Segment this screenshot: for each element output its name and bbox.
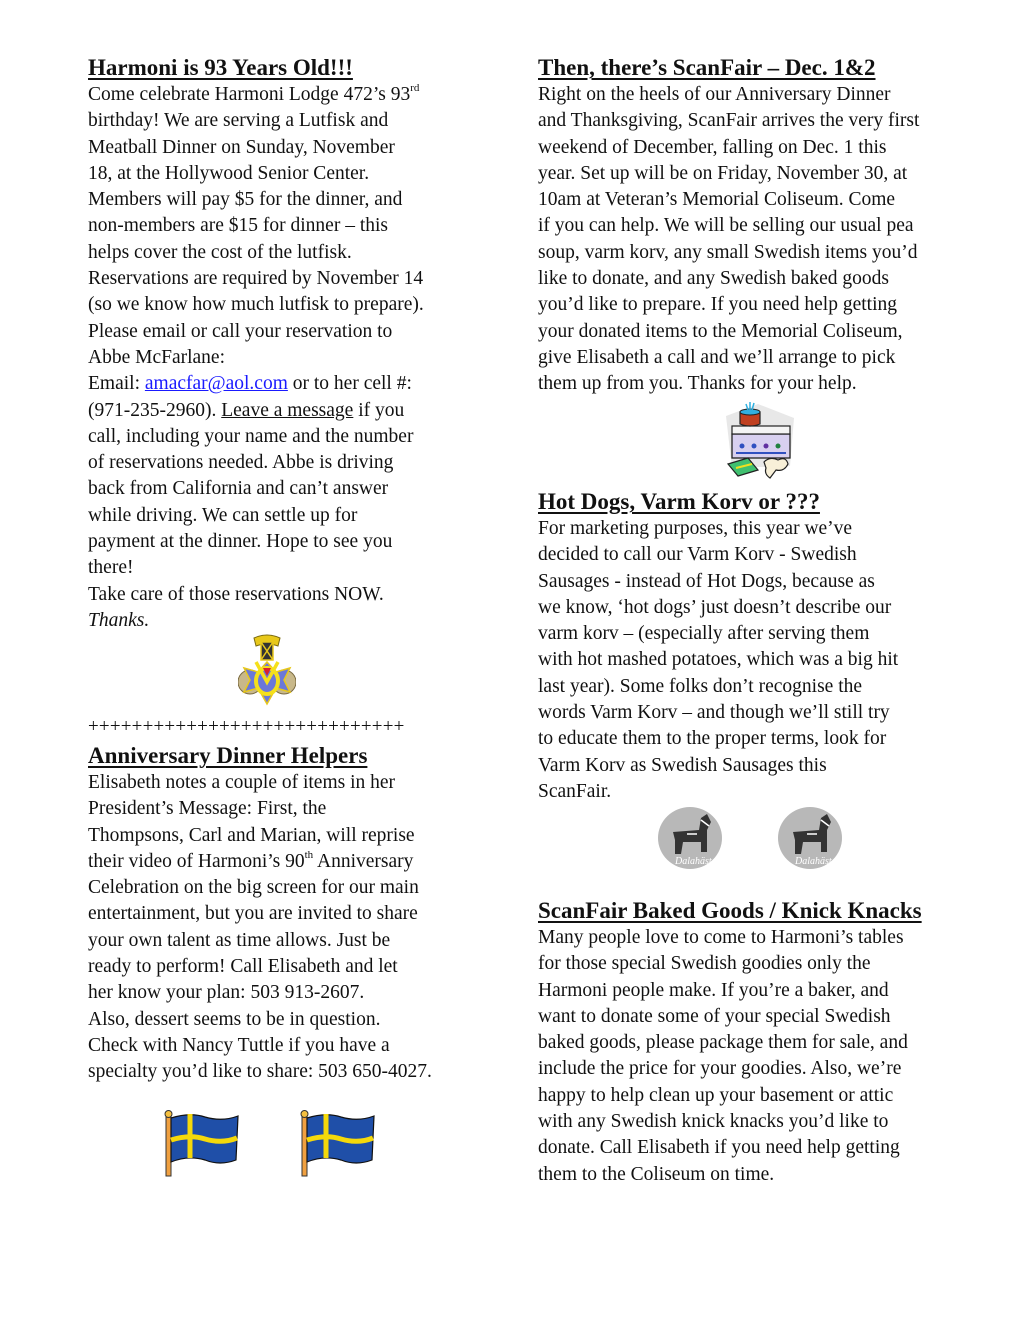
text-line: we know, ‘hot dogs’ just doesn’t describe our: [538, 596, 892, 618]
section-divider: +++++++++++++++++++++++++++++: [88, 716, 405, 737]
text-line: your donated items to the Memorial Coliseum,: [538, 320, 903, 342]
text-line: 18, at the Hollywood Senior Center.: [88, 162, 370, 184]
svg-text:Dalahäst: Dalahäst: [795, 856, 832, 867]
text-line: with any Swedish knick knacks you’d like to: [538, 1111, 889, 1133]
text-line: Members will pay $5 for the dinner, and: [88, 189, 403, 211]
heading-hot-dogs: Hot Dogs, Varm Korv or ???: [538, 489, 820, 514]
text-line: like to donate, and any Swedish baked goods: [538, 268, 889, 290]
swedish-flag-icon: [296, 1110, 376, 1183]
left-column: [88, 54, 498, 634]
stove-cooking-icon: [718, 402, 802, 487]
text-line: For marketing purposes, this year we’ve: [538, 518, 853, 539]
text-line: to educate them to the proper terms, look for: [538, 728, 887, 750]
svg-text:Dalahäst: Dalahäst: [675, 856, 712, 867]
text-line: your own talent as time allows. Just be: [88, 929, 391, 951]
text-line: Meatball Dinner on Sunday, November: [88, 136, 395, 158]
text-line: Abbe McFarlane:: [88, 346, 225, 368]
text-line: Varm Korv as Swedish Sausages this: [538, 754, 827, 776]
text-line: 10am at Veteran’s Memorial Coliseum. Come: [538, 189, 896, 211]
text-line: varm korv – (especially after serving them: [538, 623, 870, 645]
dala-horse-badge-icon: [657, 806, 723, 875]
text-line: decided to call our Varm Korv - Swedish: [538, 544, 857, 566]
text-line: baked goods, please package them for sale, and: [538, 1032, 908, 1054]
text-line: Also, dessert seems to be in question.: [88, 1008, 381, 1030]
text-line: payment at the dinner. Hope to see you: [88, 531, 393, 553]
dala-horse-badge-icon: [777, 806, 843, 875]
text-line: them to the Coliseum on time.: [538, 1163, 775, 1185]
text-line: weekend of December, falling on Dec. 1 this: [538, 136, 887, 158]
text-line: entertainment, but you are invited to share: [88, 903, 418, 925]
text-line: Elisabeth notes a couple of items in her: [88, 772, 396, 793]
left-column-lower: [88, 742, 498, 1086]
text-line: (so we know how much lutfisk to prepare).: [88, 294, 424, 316]
text-line: their video of Harmoni’s 90th Anniversary: [88, 848, 414, 872]
vasa-emblem-icon: [238, 634, 296, 714]
email-link[interactable]: amacfar@aol.com: [144, 373, 288, 395]
text-line: if you can help. We will be selling our usual pea: [538, 215, 914, 237]
text-line: for those special Swedish goodies only the: [538, 953, 871, 975]
heading-harmoni-93: Harmoni is 93 Years Old!!!: [88, 55, 353, 80]
text-line: Come celebrate Harmoni Lodge 472’s 93rd: [88, 82, 420, 105]
text-line: Check with Nancy Tuttle if you have a: [88, 1034, 390, 1056]
right-column-lower: [538, 897, 988, 1188]
text-line: Sausages - instead of Hot Dogs, because as: [538, 570, 875, 592]
swedish-flag-icon: [160, 1110, 240, 1183]
right-column-middle: [538, 488, 988, 805]
text-line: Celebration on the big screen for our main: [88, 877, 419, 899]
leave-message-text: Leave a message: [221, 399, 354, 421]
thanks-text: Thanks.: [88, 609, 150, 631]
text-line: donate. Call Elisabeth if you need help getting: [538, 1137, 900, 1159]
text-line: happy to help clean up your basement or attic: [538, 1084, 894, 1106]
heading-anniversary-helpers: Anniversary Dinner Helpers: [88, 743, 368, 768]
text-line: there!: [88, 557, 134, 579]
text-line: words Varm Korv – and though we’ll still try: [538, 702, 890, 724]
text-line: them up from you. Thanks for your help.: [538, 373, 857, 395]
text-line: Many people love to come to Harmoni’s tables: [538, 927, 904, 948]
text-line: soup, varm korv, any small Swedish items you’d: [538, 241, 918, 263]
text-line: with hot mashed potatoes, which was a big hit: [538, 649, 899, 671]
text-line: last year). Some folks don’t recognise the: [538, 675, 863, 697]
text-line: non-members are $15 for dinner – this: [88, 215, 389, 237]
text-line: of reservations needed. Abbe is driving: [88, 452, 394, 474]
text-line: while driving. We can settle up for: [88, 504, 358, 526]
text-line: specialty you’d like to share: 503 650-4027.: [88, 1061, 432, 1083]
heading-baked-goods: ScanFair Baked Goods / Knick Knacks: [538, 898, 922, 923]
phone-line: (971-235-2960). Leave a message if you: [88, 399, 405, 421]
text-line: Harmoni people make. If you’re a baker, and: [538, 979, 889, 1001]
text-line: want to donate some of your special Swedish: [538, 1005, 891, 1027]
text-line: birthday! We are serving a Lutfisk and: [88, 110, 389, 132]
text-line: her know your plan: 503 913-2607.: [88, 982, 365, 1004]
email-line: Email: amacfar@aol.com or to her cell #:: [88, 373, 412, 395]
text-line: Please email or call your reservation to: [88, 320, 393, 342]
text-line: Take care of those reservations NOW.: [88, 583, 384, 605]
text-line: Right on the heels of our Anniversary Dinner: [538, 84, 891, 105]
text-line: year. Set up will be on Friday, November 30, at: [538, 162, 908, 184]
text-line: Thompsons, Carl and Marian, will reprise: [88, 824, 415, 846]
text-line: back from California and can’t answer: [88, 478, 389, 500]
right-column: [538, 54, 988, 398]
text-line: you’d like to prepare. If you need help getting: [538, 294, 898, 316]
text-line: and Thanksgiving, ScanFair arrives the very first: [538, 110, 920, 132]
text-line: call, including your name and the number: [88, 425, 414, 447]
text-line: ready to perform! Call Elisabeth and let: [88, 956, 398, 978]
text-line: helps cover the cost of the lutfisk.: [88, 241, 352, 263]
text-line: ScanFair.: [538, 780, 612, 802]
text-line: Reservations are required by November 14: [88, 268, 424, 290]
text-line: include the price for your goodies. Also, we’re: [538, 1058, 902, 1080]
text-line: give Elisabeth a call and we’ll arrange to pick: [538, 346, 896, 368]
text-line: President’s Message: First, the: [88, 798, 327, 820]
heading-scanfair: Then, there’s ScanFair – Dec. 1&2: [538, 55, 876, 80]
